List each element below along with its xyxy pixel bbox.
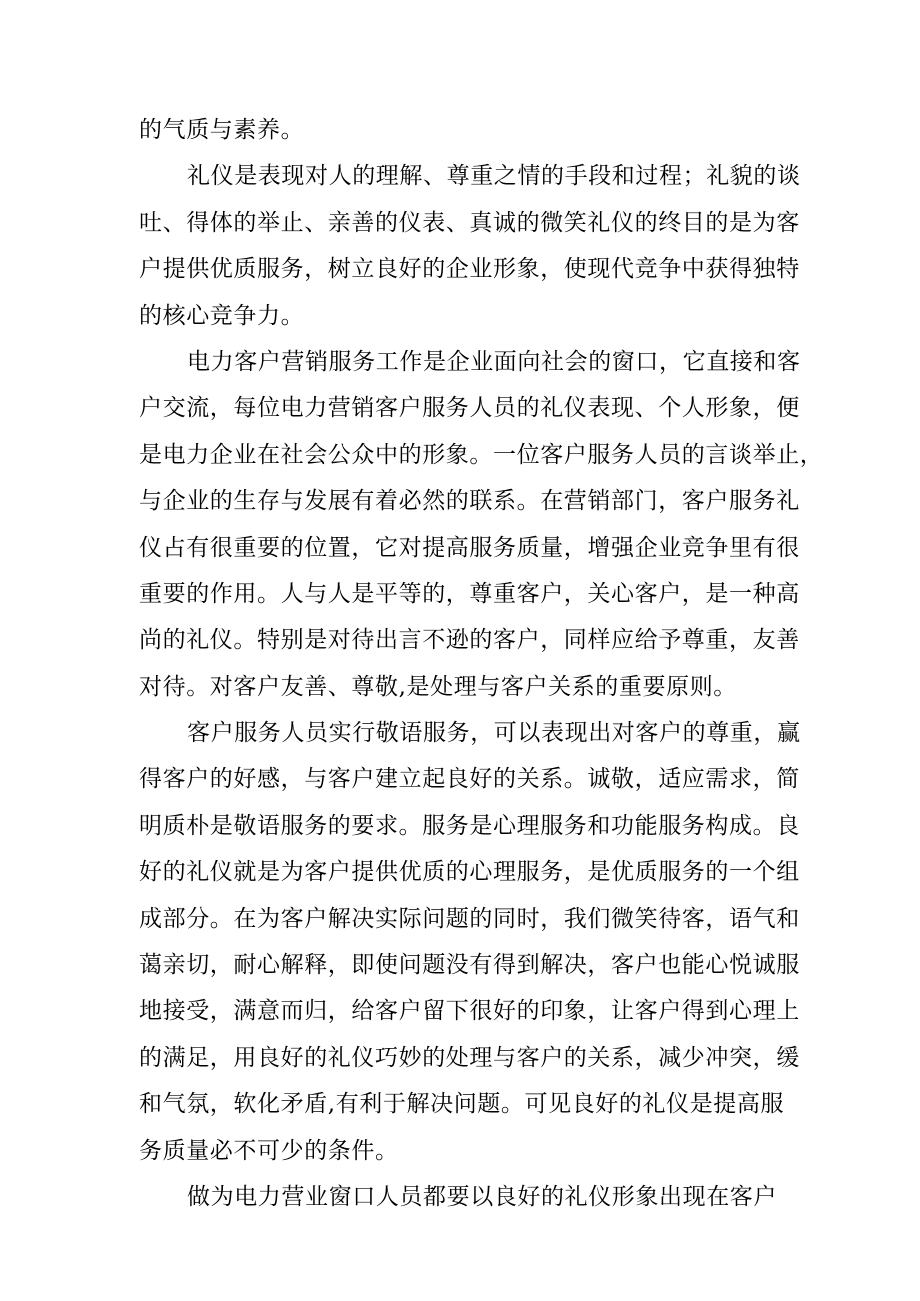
text-line: 吐、得体的举止、亲善的仪表、真诚的微笑礼仪的终目的是为客 — [139, 209, 800, 236]
text-line: 地接受，满意而归，给客户留下很好的印象，让客户得到心理上 — [139, 998, 800, 1025]
text-line: 是电力企业在社会公众中的形象。一位客户服务人员的言谈举止， — [139, 441, 824, 468]
text-line: 对待。对客户友善、尊敬,是处理与客户关系的重要原则。 — [139, 673, 737, 700]
paragraph — [139, 715, 801, 1170]
document-body — [139, 112, 824, 1225]
paragraph — [139, 1179, 785, 1216]
text-line: 务质量必不可少的条件。 — [139, 1137, 399, 1164]
text-line: 和气氛，软化矛盾,有利于解决问题。可见良好的礼仪是提高服 — [139, 1091, 785, 1118]
text-line: 做为电力营业窗口人员都要以良好的礼仪形象出现在客户 — [187, 1183, 777, 1210]
text-line: 蔼亲切，耐心解释，即使问题没有得到解决，客户也能心悦诚服 — [139, 952, 800, 979]
text-line: 明质朴是敬语服务的要求。服务是心理服务和功能服务构成。良 — [139, 812, 800, 839]
text-line: 礼仪是表现对人的理解、尊重之情的手段和过程；礼貌的谈 — [187, 163, 801, 190]
text-line: 的核心竞争力。 — [139, 302, 305, 329]
text-line: 尚的礼仪。特别是对待出言不逊的客户，同样应给予尊重，友善 — [139, 627, 800, 654]
text-line: 电力客户营销服务工作是企业面向社会的窗口，它直接和客 — [187, 348, 801, 375]
paragraph — [139, 344, 824, 706]
text-line: 得客户的好感，与客户建立起良好的关系。诚敬，适应需求，简 — [139, 766, 800, 793]
text-line: 与企业的生存与发展有着必然的联系。在营销部门，客户服务礼 — [139, 488, 800, 515]
paragraph — [139, 158, 801, 334]
text-line: 重要的作用。人与人是平等的，尊重客户，关心客户，是一种高 — [139, 580, 800, 607]
text-line: 成部分。在为客户解决实际问题的同时，我们微笑待客，语气和 — [139, 905, 800, 932]
paragraph — [139, 112, 785, 149]
text-line: 客户服务人员实行敬语服务，可以表现出对客户的尊重，赢 — [187, 720, 801, 747]
text-line: 仪占有很重要的位置，它对提高服务质量，增强企业竞争里有很 — [139, 534, 800, 561]
text-line: 户提供优质服务，树立良好的企业形象，使现代竞争中获得独特 — [139, 256, 800, 283]
text-line: 好的礼仪就是为客户提供优质的心理服务，是优质服务的一个组 — [139, 859, 800, 886]
text-line: 的气质与素养。 — [139, 117, 305, 143]
text-line: 的满足，用良好的礼仪巧妙的处理与客户的关系，减少冲突，缓 — [139, 1044, 800, 1071]
text-line: 户交流，每位电力营销客户服务人员的礼仪表现、个人形象，便 — [139, 395, 800, 422]
